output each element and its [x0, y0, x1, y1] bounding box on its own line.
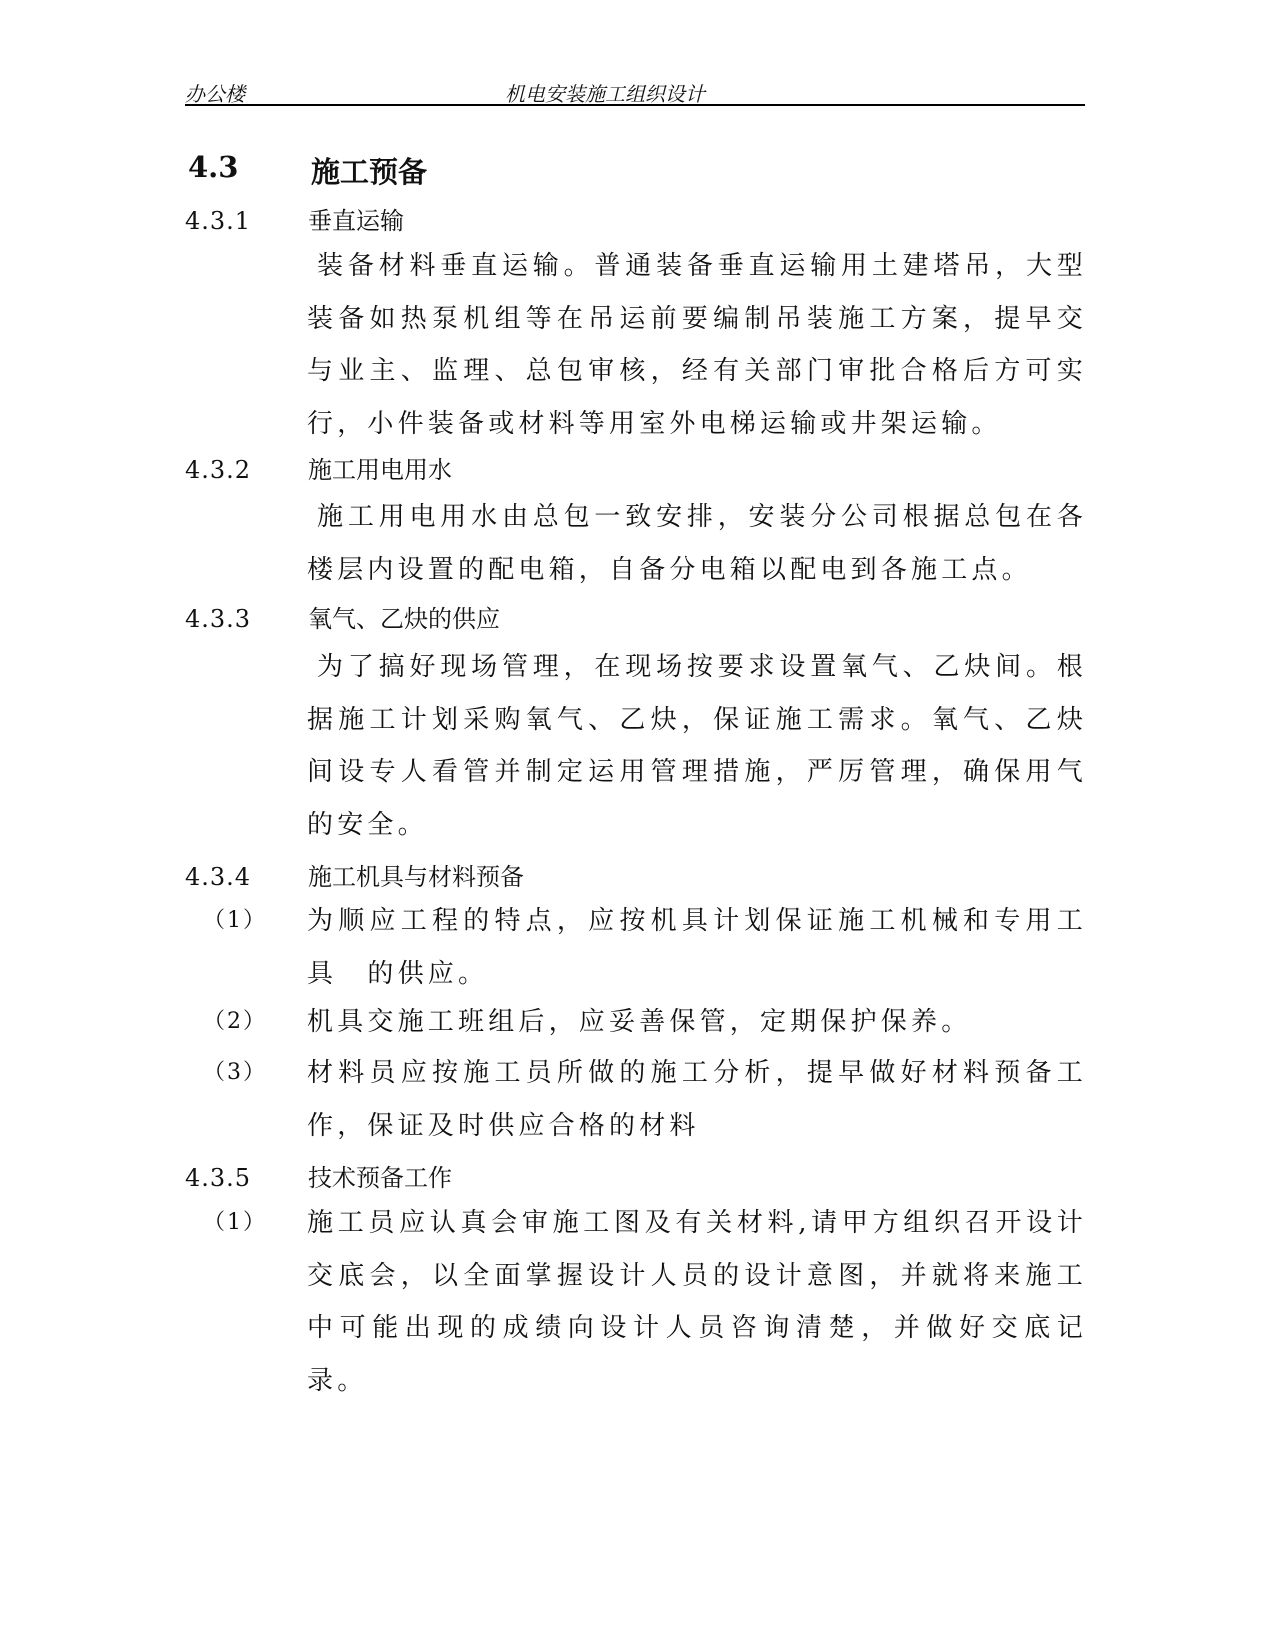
section-title: 施工预备	[311, 155, 428, 189]
subsection-number: 4.3.2	[185, 456, 252, 484]
list-item-text: 机具交施工班组后，应妥善保管，定期保护保养。	[307, 1007, 972, 1037]
subsection-title: 施工用电用水	[308, 456, 452, 484]
list-item-text: 材料员应按施工员所做的施工分析，提早做好材料预备工作，保证及时供应合格的材料	[307, 1058, 1087, 1141]
list-item-number: （2）	[203, 1009, 267, 1034]
subsection-paragraph: 为了搞好现场管理，在现场按要求设置氧气、乙炔间。根据施工计划采购氧气、乙炔，保证施工需求。氧气、乙炔间设专人看管并制定运用管理措施，严厉管理，确保用气的安全。	[307, 652, 1087, 840]
subsection-paragraph: 施工用电用水由总包一致安排，安装分公司根据总包在各楼层内设置的配电箱，自备分电箱以配电到各施工点。	[307, 502, 1087, 585]
subsection-number: 4.3.1	[185, 207, 252, 235]
list-item-number: （3）	[203, 1060, 267, 1085]
header-building-name: 办公楼	[185, 82, 245, 106]
subsection-title: 施工机具与材料预备	[308, 863, 524, 891]
subsection-title: 技术预备工作	[308, 1164, 452, 1192]
subsection-number: 4.3.4	[185, 863, 252, 891]
subsection-title: 垂直运输	[308, 207, 404, 235]
list-item-number: （1）	[203, 908, 267, 933]
subsection-number: 4.3.5	[185, 1164, 252, 1192]
list-item-text: 施工员应认真会审施工图及有关材料,请甲方组织召开设计交底会，以全面掌握设计人员的设计意图，并就将来施工中可能出现的成绩向设计人员咨询清楚，并做好交底记录。	[307, 1208, 1087, 1396]
header-document-title: 机电安装施工组织设计	[505, 82, 705, 106]
page-header	[185, 70, 1085, 106]
list-item-number: （1）	[203, 1210, 267, 1235]
section-number: 4.3	[188, 150, 239, 184]
subsection-title: 氧气、乙炔的供应	[308, 605, 500, 633]
subsection-number: 4.3.3	[185, 605, 252, 633]
subsection-paragraph: 装备材料垂直运输。普通装备垂直运输用土建塔吊，大型装备如热泵机组等在吊运前要编制吊装施工方案，提早交与业主、监理、总包审核，经有关部门审批合格后方可实行，小件装备或材料等用室外电梯运输或井架运输。	[307, 251, 1087, 439]
list-item-text: 为顺应工程的特点，应按机具计划保证施工机械和专用工具 的供应。	[307, 906, 1087, 989]
